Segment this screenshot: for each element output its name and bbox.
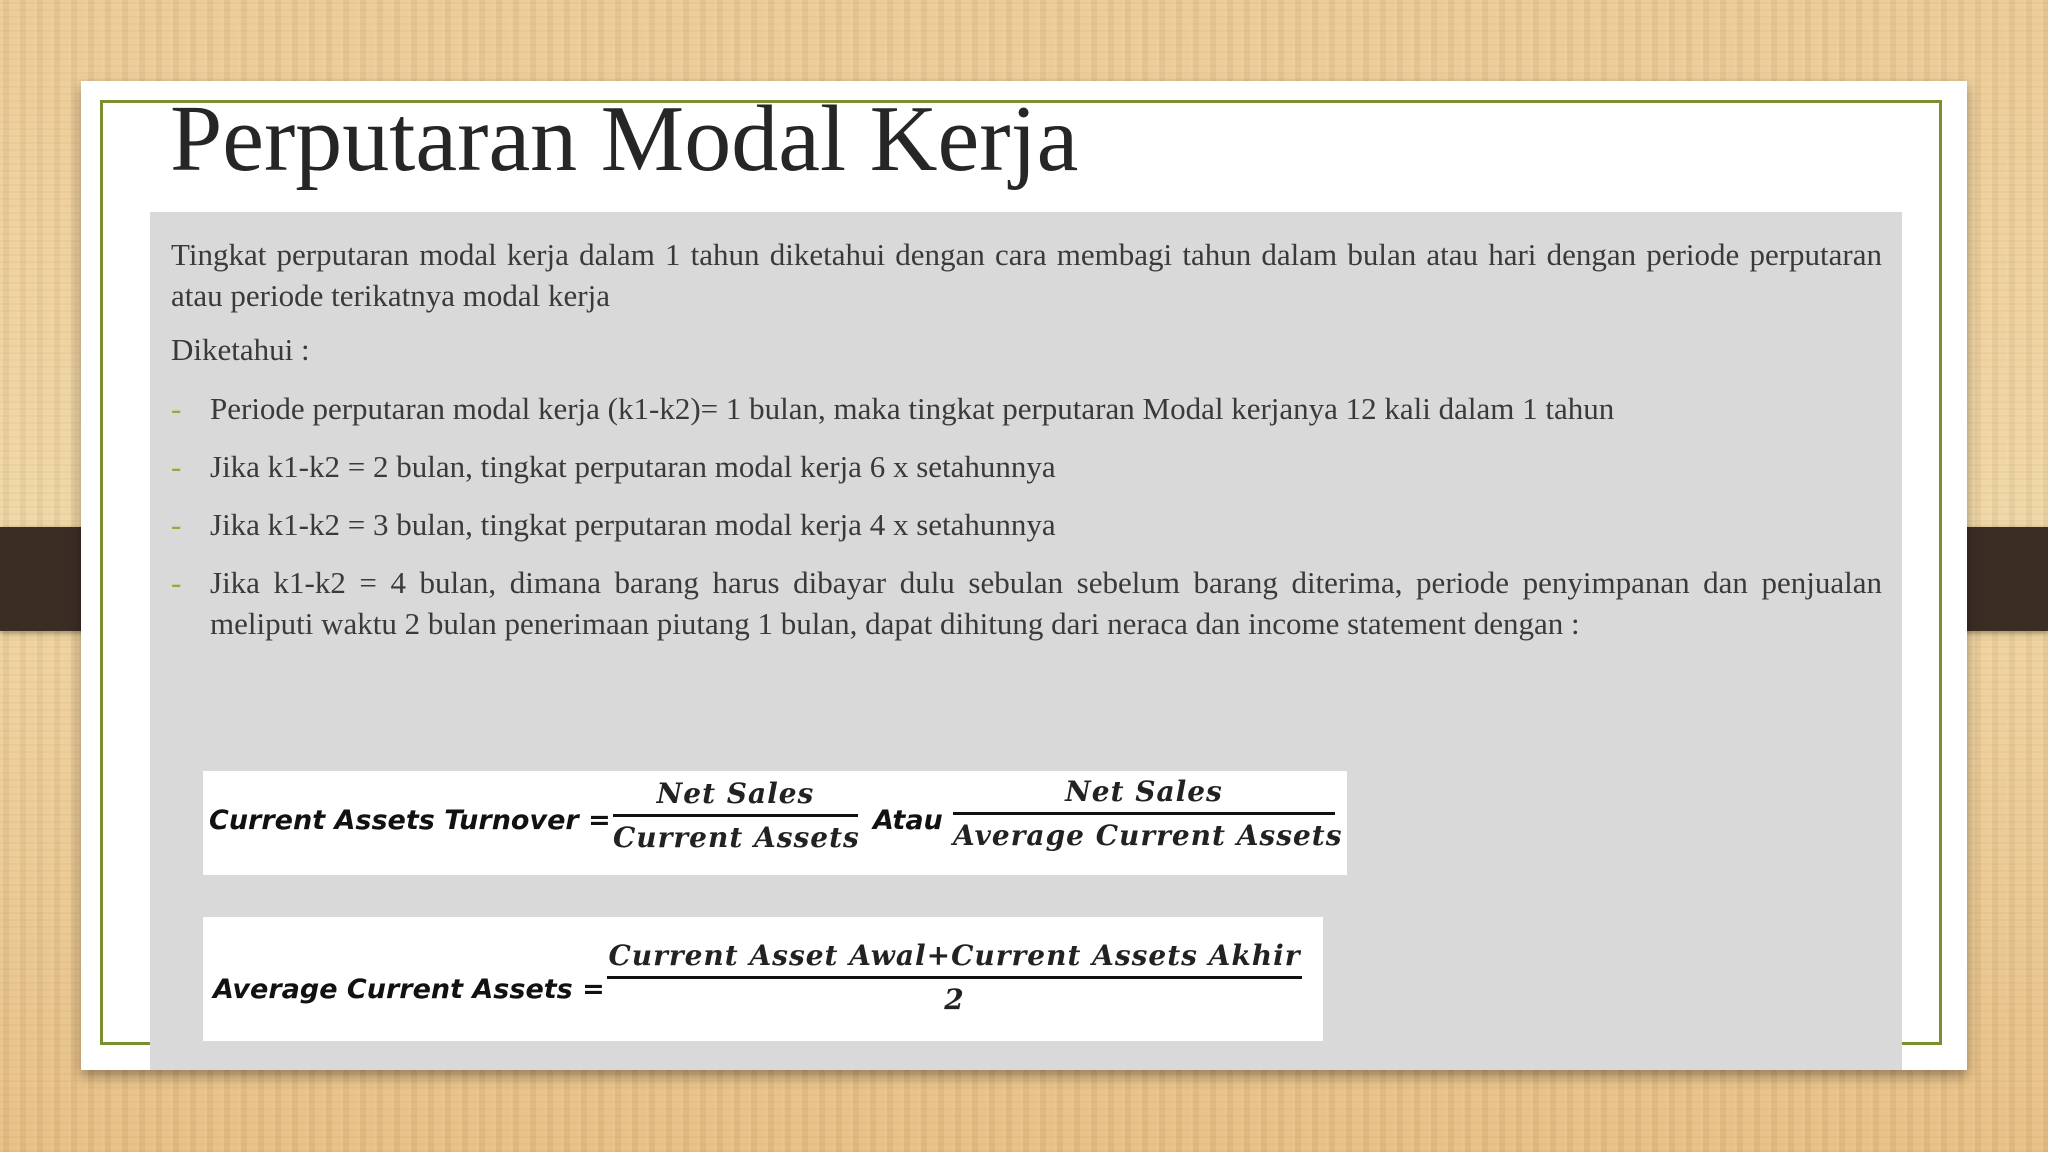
bullet-marker: - bbox=[171, 391, 182, 426]
fraction-numerator: Net Sales bbox=[656, 777, 815, 810]
bullet-text: Jika k1-k2 = 4 bulan, dimana barang harus dibayar dulu sebulan sebelum barang diterima, periode penyimpanan dan penjualan meliputi waktu 2 bulan penerimaan piutang 1 bulan, dapat dihitung dari neraca dan income statement dengan : bbox=[210, 565, 1882, 641]
fraction-denominator: Average Current Assets bbox=[953, 819, 1343, 852]
formula-lhs: Current Assets Turnover = bbox=[209, 805, 611, 836]
bullet-item bbox=[171, 562, 1882, 644]
bullet-item bbox=[171, 446, 1882, 487]
bullet-item bbox=[171, 388, 1882, 429]
fraction-bar bbox=[953, 812, 1335, 815]
bullet-text: Jika k1-k2 = 2 bulan, tingkat perputaran modal kerja 6 x setahunnya bbox=[210, 449, 1056, 484]
bullet-marker: - bbox=[171, 507, 182, 542]
formula-connector: Atau bbox=[873, 805, 943, 836]
bullet-item bbox=[171, 504, 1882, 545]
fraction-denominator: 2 bbox=[944, 983, 965, 1016]
fraction-average-assets bbox=[607, 939, 1302, 1016]
bullet-marker: - bbox=[171, 449, 182, 484]
fraction-denominator: Current Assets bbox=[613, 821, 860, 854]
fraction-bar bbox=[607, 976, 1302, 979]
known-label: Diketahui : bbox=[171, 332, 310, 367]
bullet-text: Jika k1-k2 = 3 bulan, tingkat perputaran modal kerja 4 x setahunnya bbox=[210, 507, 1056, 542]
fraction-net-sales-average-assets bbox=[953, 775, 1343, 852]
bullet-marker: - bbox=[171, 565, 182, 600]
fraction-numerator: Net Sales bbox=[1065, 775, 1223, 808]
intro-paragraph: Tingkat perputaran modal kerja dalam 1 tahun diketahui dengan cara membagi tahun dalam bulan atau hari dengan periode perputaran atau periode terikatnya modal kerja bbox=[171, 237, 1882, 313]
formula-lhs: Average Current Assets = bbox=[213, 974, 605, 1005]
turnover-formula bbox=[203, 771, 1347, 875]
average-assets-formula bbox=[203, 917, 1323, 1041]
fraction-numerator: Current Asset Awal+Current Assets Akhir bbox=[608, 939, 1301, 972]
bullet-text: Periode perputaran modal kerja (k1-k2)= 1 bulan, maka tingkat perputaran Modal kerjanya 12 kali dalam 1 tahun bbox=[210, 391, 1615, 426]
fraction-bar bbox=[613, 814, 858, 817]
fraction-net-sales-current-assets bbox=[613, 777, 858, 854]
slide-title: Perputaran Modal Kerja bbox=[170, 87, 1079, 191]
